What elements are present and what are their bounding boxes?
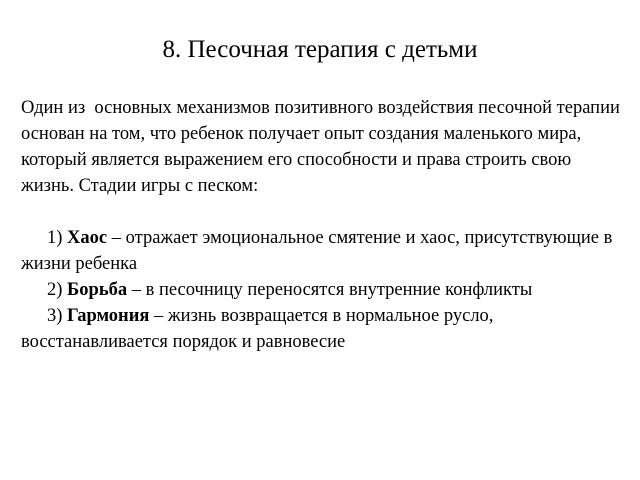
stage-description: – жизнь возвращается в нормальное русло, восстанавливается порядок и равновесие: [21, 306, 494, 352]
stage-number: 1): [47, 228, 63, 248]
stage-number: 2): [47, 280, 63, 300]
stage-term: Борьба: [67, 280, 128, 300]
slide-title: 8. Песочная терапия с детьми: [162, 36, 478, 63]
intro-paragraph: Один из основных механизмов позитивного воздействия песочной терапии основан на том, что ребенок получает опыт создания маленького мира, который является выражением его способности и права строить свою жизнь. Стадии игры с песком:: [21, 98, 625, 196]
stage-item-2: [21, 277, 621, 303]
stage-description: – отражает эмоциональное смятение и хаос, присутствующие в жизни ребенка: [21, 228, 613, 274]
stage-description: – в песочницу переносятся внутренние конфликты: [131, 280, 533, 300]
stage-term: Гармония: [67, 306, 150, 326]
slide-body: [21, 95, 625, 355]
stage-term: Хаос: [67, 228, 108, 248]
stage-number: 3): [47, 306, 63, 326]
stage-item-3: [21, 303, 621, 355]
stage-item-1: [21, 225, 621, 277]
paragraph-spacer: [21, 199, 621, 225]
